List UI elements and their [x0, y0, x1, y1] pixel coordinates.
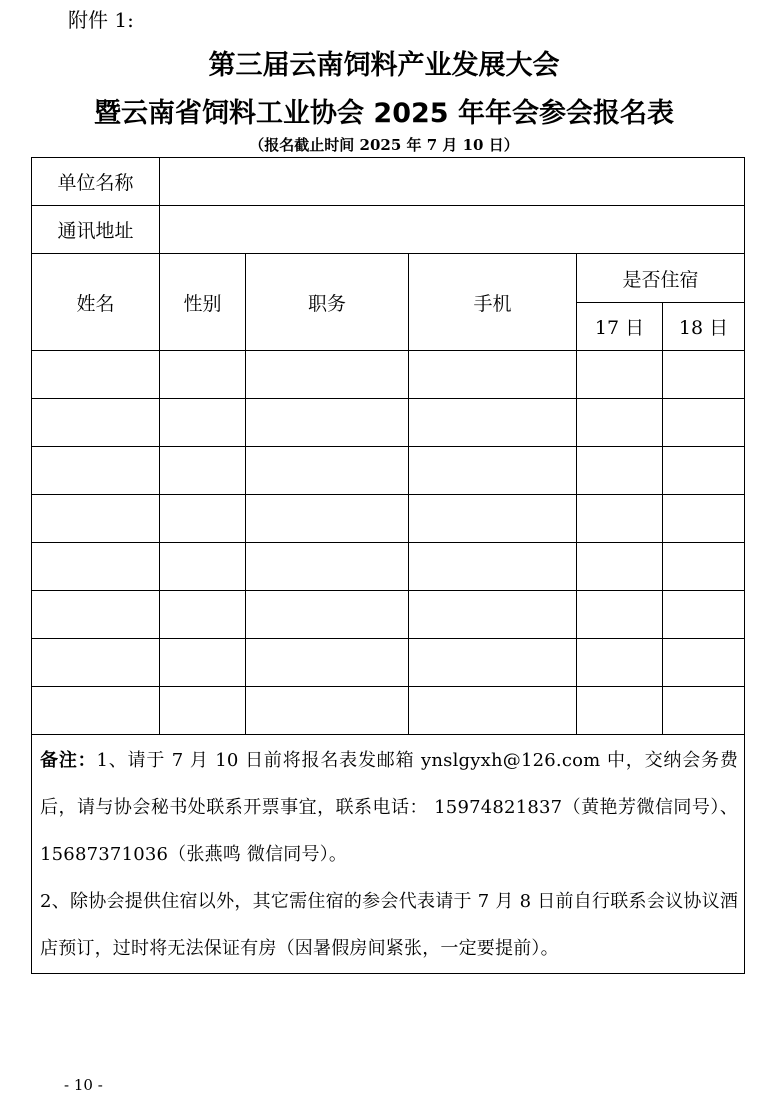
table-row [32, 447, 745, 495]
note-2: 2、除协会提供住宿以外，其它需住宿的参会代表请于 7 月 8 日前自行联系会议协议酒店预订，过时将无法保证有房（因暑假房间紧张，一定要提前）。 [40, 891, 739, 959]
cell-name[interactable] [32, 399, 160, 447]
cell-gender[interactable] [160, 687, 246, 735]
cell-day17[interactable] [577, 639, 663, 687]
cell-day17[interactable] [577, 351, 663, 399]
cell-name[interactable] [32, 639, 160, 687]
cell-phone[interactable] [409, 399, 577, 447]
table-row [32, 495, 745, 543]
cell-phone[interactable] [409, 495, 577, 543]
cell-phone[interactable] [409, 351, 577, 399]
cell-position[interactable] [246, 639, 409, 687]
cell-phone[interactable] [409, 687, 577, 735]
cell-day17[interactable] [577, 687, 663, 735]
cell-name[interactable] [32, 447, 160, 495]
cell-day17[interactable] [577, 399, 663, 447]
col-header-position: 职务 [246, 254, 409, 351]
cell-name[interactable] [32, 543, 160, 591]
table-row [32, 351, 745, 399]
col-header-day17: 17 日 [577, 303, 663, 351]
cell-gender[interactable] [160, 351, 246, 399]
cell-day18[interactable] [663, 495, 745, 543]
col-header-day18: 18 日 [663, 303, 745, 351]
col-header-phone: 手机 [409, 254, 577, 351]
cell-position[interactable] [246, 447, 409, 495]
cell-position[interactable] [246, 591, 409, 639]
cell-name[interactable] [32, 495, 160, 543]
cell-position[interactable] [246, 543, 409, 591]
table-row [32, 543, 745, 591]
cell-gender[interactable] [160, 639, 246, 687]
cell-gender[interactable] [160, 543, 246, 591]
cell-position[interactable] [246, 495, 409, 543]
cell-gender[interactable] [160, 591, 246, 639]
page-title-line2: 暨云南省饲料工业协会 2025 年年会参会报名表 [94, 98, 674, 129]
cell-phone[interactable] [409, 543, 577, 591]
cell-gender[interactable] [160, 495, 246, 543]
note-1 [40, 737, 738, 878]
table-row [32, 687, 745, 735]
note-1-text: 1、请于 7 月 10 日前将报名表发邮箱 ynslgyxh@126.com 中，交纳会务费后，请与协会秘书处联系开票事宜，联系电话： 15974821837（黄艳芳微信同号）、15687371036（张燕鸣 微信同号）。 [40, 750, 739, 865]
cell-day18[interactable] [663, 447, 745, 495]
cell-day18[interactable] [663, 399, 745, 447]
cell-gender[interactable] [160, 447, 246, 495]
cell-day17[interactable] [577, 495, 663, 543]
cell-phone[interactable] [409, 447, 577, 495]
unit-name-field[interactable] [160, 158, 745, 206]
deadline-note: （报名截止时间 2025 年 7 月 10 日） [249, 136, 519, 154]
page-number: - 10 - [64, 1076, 103, 1094]
address-field[interactable] [160, 206, 745, 254]
col-header-gender: 性别 [160, 254, 246, 351]
cell-position[interactable] [246, 399, 409, 447]
cell-gender[interactable] [160, 399, 246, 447]
cell-name[interactable] [32, 591, 160, 639]
cell-day17[interactable] [577, 447, 663, 495]
address-label: 通讯地址 [32, 206, 160, 254]
cell-day18[interactable] [663, 351, 745, 399]
cell-day18[interactable] [663, 591, 745, 639]
notes-label: 备注： [40, 750, 97, 771]
cell-phone[interactable] [409, 639, 577, 687]
cell-day17[interactable] [577, 543, 663, 591]
cell-name[interactable] [32, 687, 160, 735]
cell-day18[interactable] [663, 639, 745, 687]
unit-name-label: 单位名称 [32, 158, 160, 206]
table-row [32, 639, 745, 687]
cell-phone[interactable] [409, 591, 577, 639]
attachment-label: 附件 1: [68, 8, 134, 32]
col-header-name: 姓名 [32, 254, 160, 351]
cell-name[interactable] [32, 351, 160, 399]
col-header-lodging: 是否住宿 [577, 254, 745, 303]
cell-position[interactable] [246, 351, 409, 399]
cell-position[interactable] [246, 687, 409, 735]
cell-day18[interactable] [663, 687, 745, 735]
table-row [32, 591, 745, 639]
registration-table [31, 157, 745, 974]
table-row [32, 399, 745, 447]
page-title-line1: 第三届云南饲料产业发展大会 [208, 50, 560, 81]
cell-day18[interactable] [663, 543, 745, 591]
notes-cell [32, 735, 745, 974]
cell-day17[interactable] [577, 591, 663, 639]
